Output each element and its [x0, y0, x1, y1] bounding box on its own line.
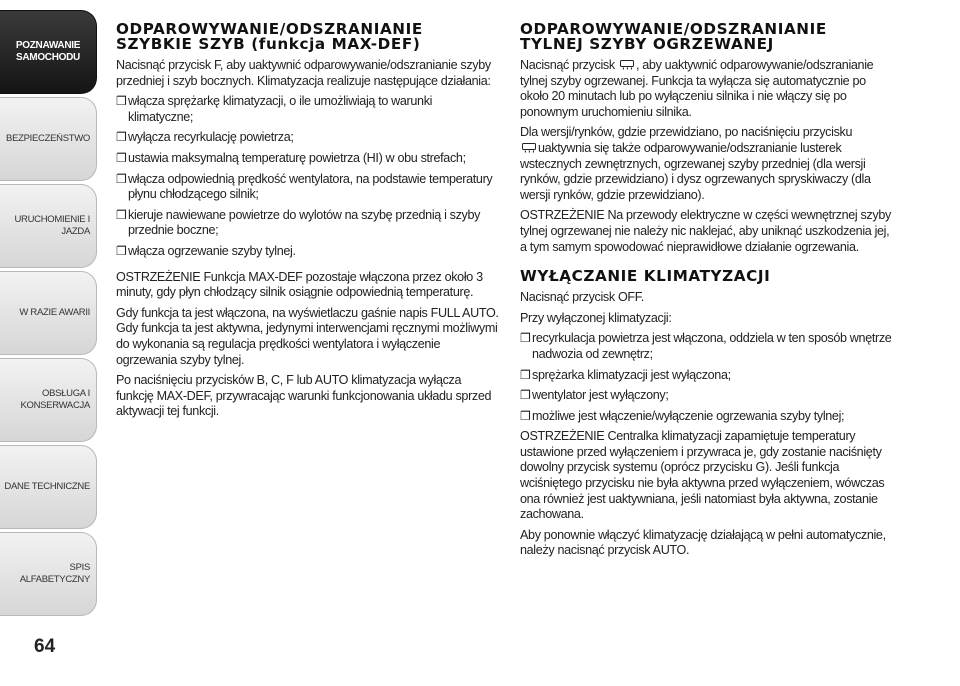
tab-label: POZNAWANIE SAMOCHODU [15, 40, 81, 63]
list-item-text: kieruje nawiewane powietrze do wylotów na szybę przednią i szyby przednie boczne; [128, 207, 481, 238]
bullet-icon: ❒ [116, 243, 127, 258]
warning-paragraph: OSTRZEŻENIE Centralka klimatyzacji zapamiętuje temperatury ustawione przed wyłączeniem i przywraca je, gdy zostanie naciśnięty dowolny przycisk systemu (oprócz przycisku G). Jeśli funkcja wciśniętego przycisku nie była aktywna przed wyłączeniem, wówczas ona również jest uaktywniana, jeśli natomiast była aktywna, zostanie zachowana. [520, 429, 885, 522]
chapter-sidebar [0, 0, 100, 686]
paragraph: Gdy funkcja ta jest włączona, na wyświetlaczu gaśnie napis FULL AUTO. Gdy funkcja ta jest aktywna, jedynymi interwencjami ręcznymi możliwymi do wykonania są regulacja prędkości wentylatora i wyłączenie ogrzewania szyby tylnej. [116, 305, 499, 367]
section-heading [520, 22, 894, 52]
list-item [116, 208, 500, 239]
list-item [520, 388, 894, 404]
list-item [116, 244, 500, 260]
paragraph [520, 125, 894, 203]
bullet-icon: ❒ [116, 94, 127, 109]
warning-paragraph: OSTRZEŻENIE Funkcja MAX-DEF pozostaje włączona przez około 3 minuty, gdy płyn chłodzący silnik osiągnie odpowiednią temperaturę. [116, 269, 483, 300]
list-item [520, 331, 894, 362]
list-item-text: wentylator jest wyłączony; [532, 388, 669, 403]
section-heading [116, 22, 500, 52]
list-item [116, 172, 500, 203]
list-item-text: włącza odpowiednią prędkość wentylatora, na podstawie temperatury płynu chłodzącego silnik; [128, 171, 493, 202]
tab-spis-alfabetyczny[interactable] [0, 532, 97, 616]
list-item-text: ustawia maksymalną temperaturę powietrza (HI) w obu strefach; [128, 150, 466, 165]
bullet-icon: ❒ [520, 388, 531, 403]
paragraph [520, 58, 894, 120]
rear-defrost-icon [620, 60, 634, 70]
list-item [520, 368, 894, 384]
bullet-icon: ❒ [520, 408, 531, 423]
paragraph: Aby ponownie włączyć klimatyzację działającą w pełni automatycznie, należy nacisnąć przycisk AUTO. [520, 527, 886, 558]
heading-line: SZYBKIE SZYB (funkcja MAX-DEF) [116, 35, 421, 53]
bullet-icon: ❒ [116, 207, 127, 222]
tab-label: BEZPIECZEŃSTWO [6, 133, 90, 144]
list-item-text: sprężarka klimatyzacji jest wyłączona; [532, 367, 731, 382]
list-item [116, 151, 500, 167]
tab-label: DANE TECHNICZNE [4, 481, 90, 492]
tab-label: W RAZIE AWARII [19, 307, 90, 318]
tab-bezpieczenstwo[interactable] [0, 97, 97, 181]
tab-label: URUCHOMIENIE I JAZDA [14, 214, 90, 237]
tab-obsluga-konserwacja[interactable] [0, 358, 97, 442]
heading-line: TYLNEJ SZYBY OGRZEWANEJ [520, 35, 774, 53]
page-number: 64 [34, 636, 56, 657]
text-fragment: Nacisnąć przycisk [520, 58, 615, 72]
tab-label: SPIS ALFABETYCZNY [19, 562, 90, 585]
list-item [116, 130, 500, 146]
rear-defrost-icon [522, 143, 536, 153]
text-fragment: uaktywnia się także odparowywanie/odszranianie lusterek wstecznych zewnętrznych, ogrzewanej szyby przedniej (dla wersji rynków, gdzie przewidziano) i dysz ogrzewanych spryskiwaczy (dla wersji rynków, gdzie przewidziano). [520, 140, 871, 202]
list-item-text: możliwe jest włączenie/wyłączenie ogrzewania szyby tylnej; [532, 408, 845, 423]
list-item-text: wyłącza recyrkulację powietrza; [128, 130, 294, 145]
paragraph: Nacisnąć przycisk F, aby uaktywnić odparowywanie/odszranianie szyby przedniej i szyb bocznych. Klimatyzacja realizuje następujące działania: [116, 58, 491, 88]
bullet-icon: ❒ [116, 171, 127, 186]
bullet-icon: ❒ [520, 367, 531, 382]
list-item-text: włącza ogrzewanie szyby tylnej. [128, 243, 296, 258]
bullet-icon: ❒ [520, 331, 531, 346]
tab-label: OBSŁUGA I KONSERWACJA [20, 388, 90, 411]
text-fragment: Dla wersji/rynków, gdzie przewidziano, po naciśnięciu przycisku [520, 125, 853, 140]
tab-poznawanie-samochodu[interactable] [0, 10, 97, 94]
bullet-list [520, 331, 894, 424]
list-item-text: recyrkulacja powietrza jest włączona, oddziela w ten sposób wnętrze nadwozia od zewnętrz; [532, 331, 892, 361]
warning-paragraph: OSTRZEŻENIE Na przewody elektryczne w części wewnętrznej szyby tylnej ogrzewanej nie należy nic naklejać, aby uniknąć uszkodzenia jej, a tym samym spowodować nieprawidłowe działanie ogrzewania. [520, 208, 891, 254]
paragraph: Nacisnąć przycisk OFF. [520, 290, 644, 305]
left-column [116, 22, 500, 425]
bullet-icon: ❒ [116, 150, 127, 165]
paragraph: Po naciśnięciu przycisków B, C, F lub AUTO klimatyzacja wyłącza funkcję MAX-DEF, przywracając warunki funkcjonowania układu sprzed aktywacji tej funkcji. [116, 373, 492, 419]
right-column [520, 22, 894, 564]
text-fragment: , aby uaktywnić odparowywanie/odszranianie tylnej szyby ogrzewanej. Funkcja ta wyłącza się automatycznie po około 20 minutach lub po wyłączeniu silnika i nie włączy się po ponownym uruchomieniu silnika. [520, 58, 874, 119]
bullet-icon: ❒ [116, 130, 127, 145]
tab-dane-techniczne[interactable] [0, 445, 97, 529]
heading-line: ODPAROWYWANIE/ODSZRANIANIE [116, 20, 423, 38]
list-item [520, 409, 894, 425]
paragraph: Przy wyłączonej klimatyzacji: [520, 310, 672, 325]
tab-uruchomienie-jazda[interactable] [0, 184, 97, 268]
list-item-text: włącza sprężarkę klimatyzacji, o ile umożliwiają to warunki klimatyczne; [128, 94, 433, 124]
section-heading: WYŁĄCZANIE KLIMATYZACJI [520, 267, 771, 286]
bullet-list [116, 94, 500, 259]
tab-w-razie-awarii[interactable] [0, 271, 97, 355]
list-item [116, 94, 500, 125]
heading-line: ODPAROWYWANIE/ODSZRANIANIE [520, 20, 827, 38]
